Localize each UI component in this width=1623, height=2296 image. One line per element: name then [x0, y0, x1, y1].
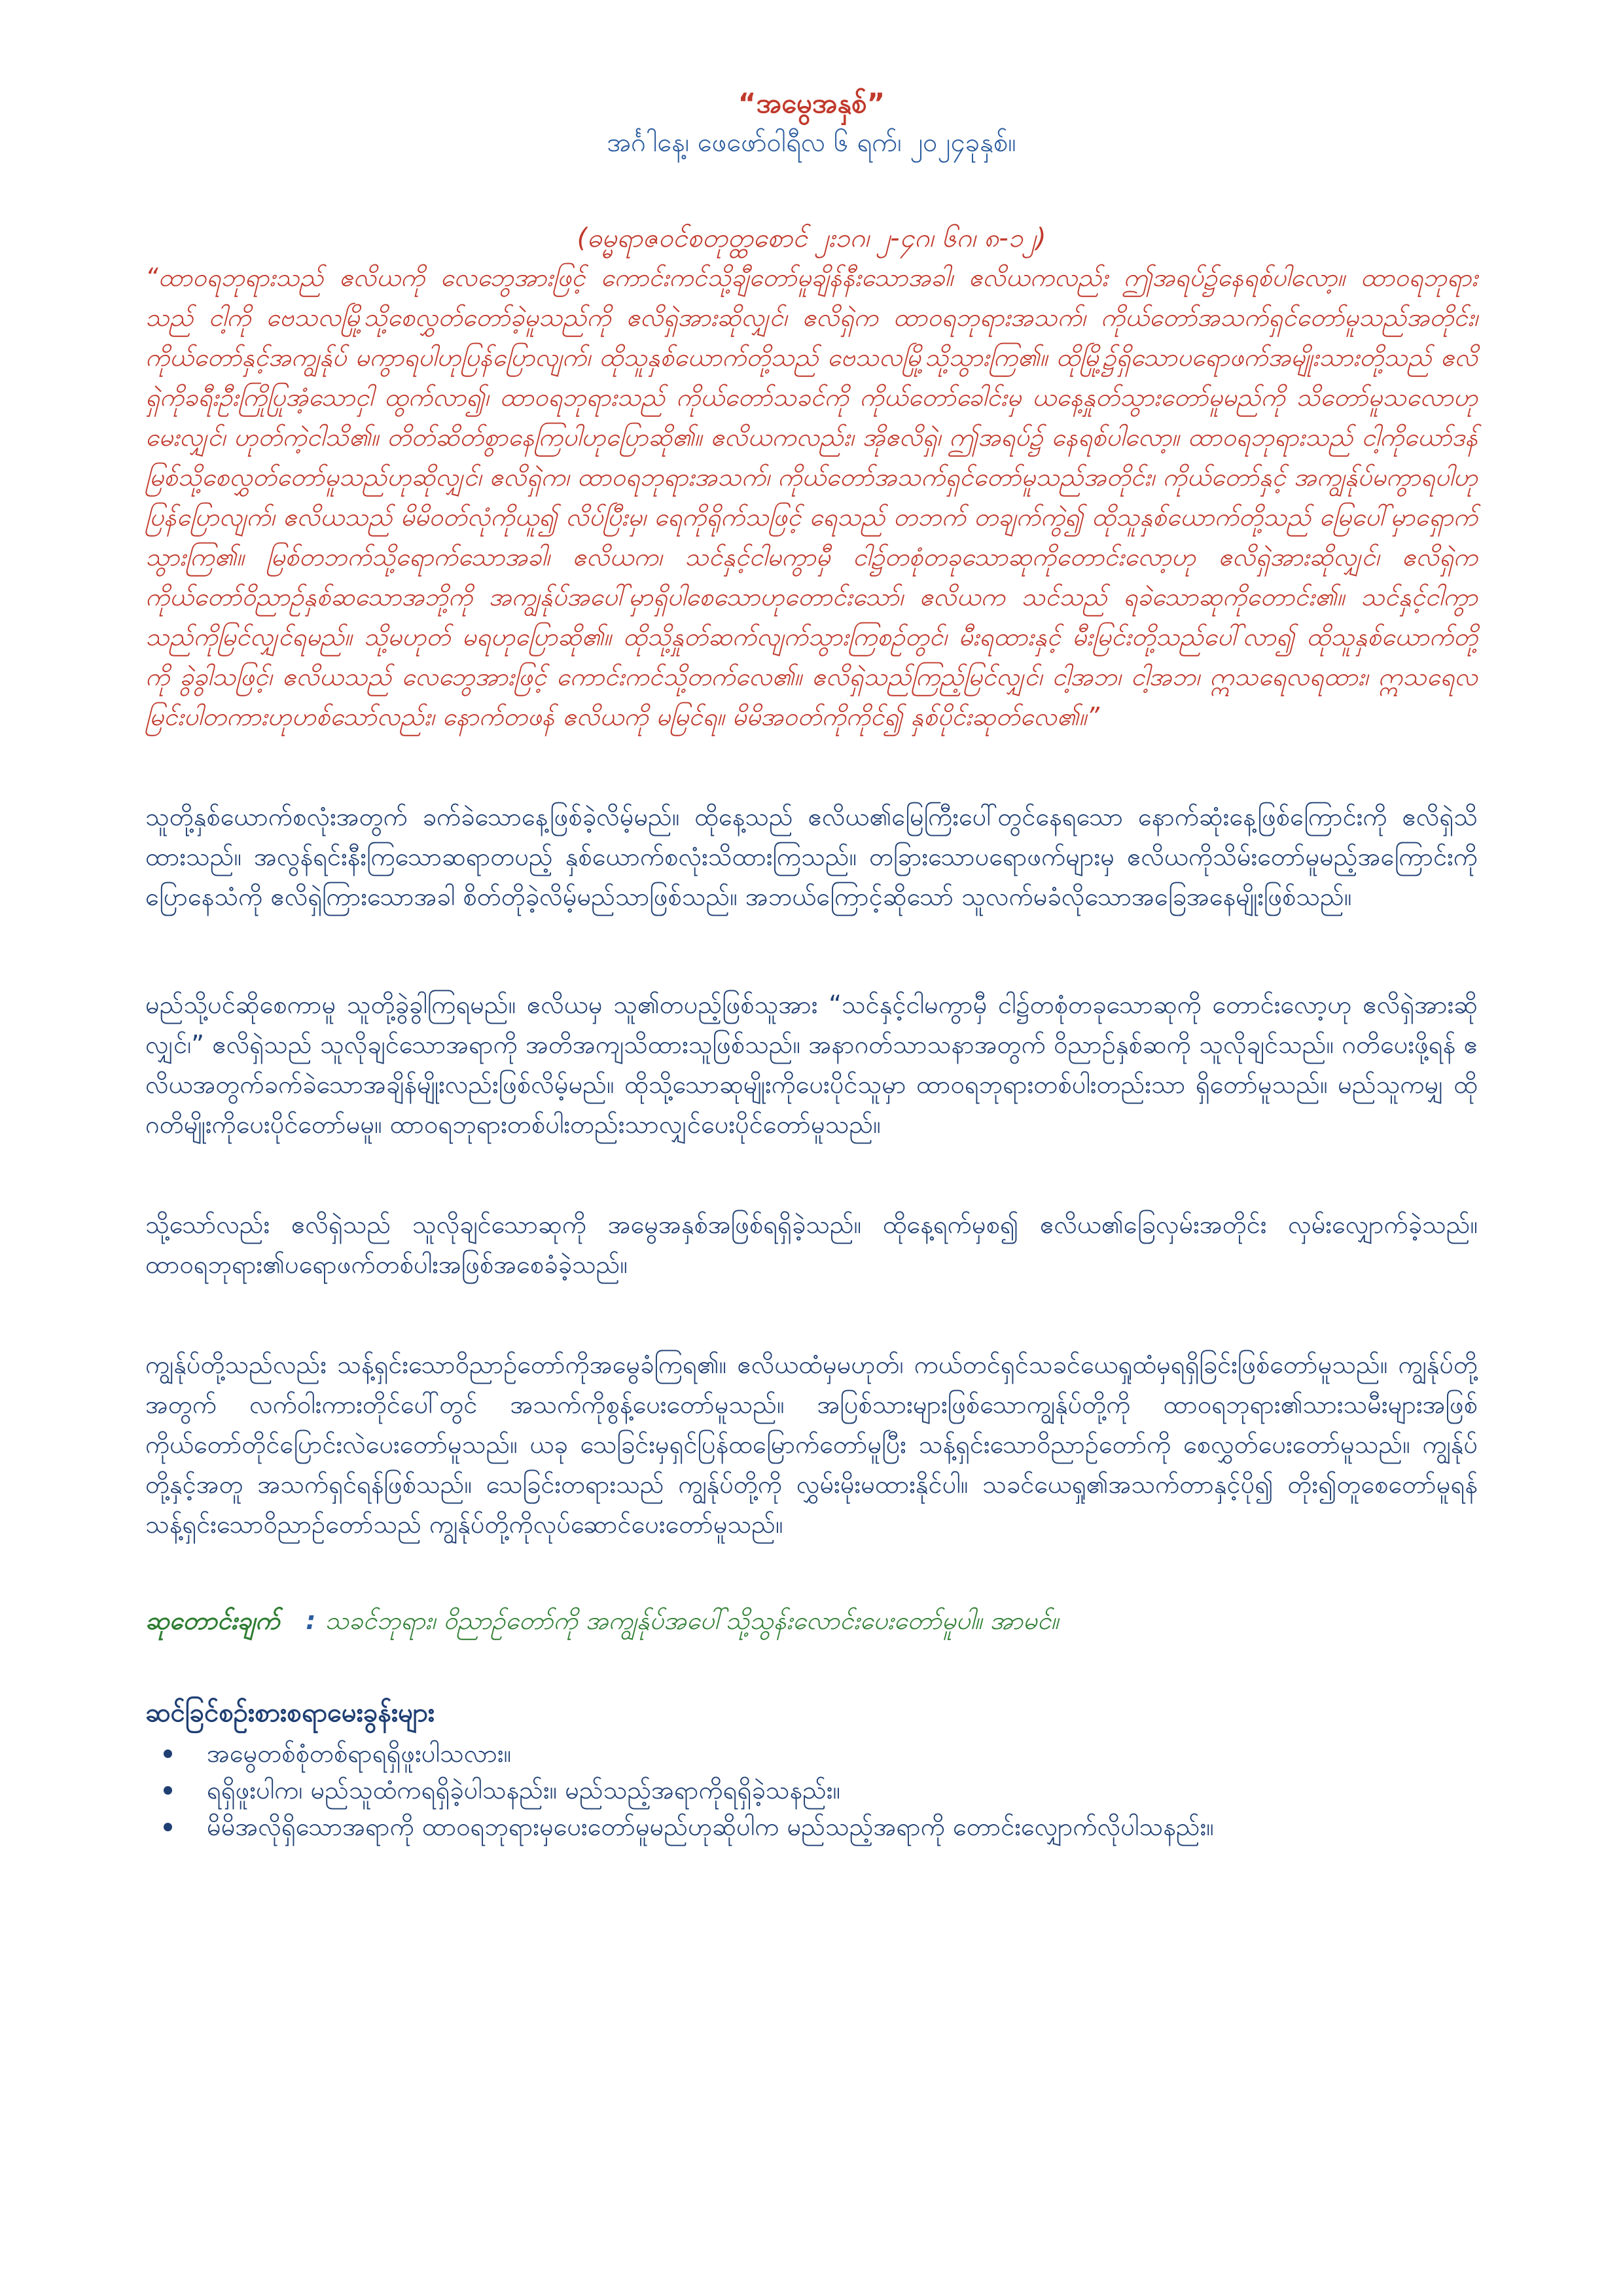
prayer-line: [145, 1601, 1478, 1641]
page-title: “အမွေအနှစ်”: [738, 87, 885, 119]
prayer-separator: :: [306, 1606, 316, 1635]
prayer-label: ဆုတောင်းချက်: [145, 1606, 280, 1635]
date-line: အင်္ဂါနေ့၊ ဖေဖော်ဝါရီလ ၆ ရက်၊ ၂၀၂၄ခုနှစ်။: [607, 128, 1016, 158]
body-paragraph-4: ကျွန်ုပ်တို့သည်လည်း သန့်ရှင်းသောဝိညာဉ်တော်ကိုအမွေခံကြရ၏။ ဧလိယထံမှမဟုတ်၊ ကယ်တင်ရှင်သခင်ယေရှုထံမှရရှိခြင်းဖြစ်တော်မူသည်။ ကျွန်ုပ်တို့အတွက် လက်ဝါးကားတိုင်ပေါ်တွင် အသက်ကိုစွန့်ပေးတော်မူသည်။ အပြစ်သားများဖြစ်သောကျွန်ုပ်တို့ကို ထာဝရဘုရား၏သားသမီးများအဖြစ် ကိုယ်တော်တိုင်ပြောင်းလဲပေးတော်မူသည်။ ယခု သေခြင်းမှရှင်ပြန်ထမြောက်တော်မူပြီး သန့်ရှင်းသောဝိညာဉ်တော်ကို စေလွှတ်ပေးတော်မူသည်။ ကျွန်ုပ်တို့နှင့်အတူ အသက်ရှင်ရန်ဖြစ်သည်။ သေခြင်းတရားသည် ကျွန်ုပ်တို့ကို လွှမ်းမိုးမထားနိုင်ပါ။ သခင်ယေရှု၏အသက်တာနှင့်ပို၍ တိုး၍တူစေတော်မူရန် သန့်ရှင်းသောဝိညာဉ်တော်သည် ကျွန်ုပ်တို့ကိုလုပ်ဆောင်ပေးတော်မူသည်။: [145, 1350, 1478, 1539]
body-paragraph-2: မည်သို့ပင်ဆိုစေကာမူ သူတို့ခွဲခွါကြရမည်။ ဧလိယမှ သူ၏တပည့်ဖြစ်သူအား “သင်နှင့်ငါမကွာမှီ ငါ၌တစုံတခုသောဆုကို တောင်းလော့ဟု ဧလိရှဲအားဆိုလျှင်၊” ဧလိရှဲသည် သူလိုချင်သောအရာကို အတိအကျသိထားသူဖြစ်သည်။ အနာဂတ်သာသနာအတွက် ဝိညာဉ်နှစ်ဆကို သူလိုချင်သည်။ ဂတိပေးဖို့ရန် ဧလိယအတွက်ခက်ခဲသောအချိန်မျိုးလည်းဖြစ်လိမ့်မည်။ ထိုသို့သောဆုမျိုးကိုပေးပိုင်သူမှာ ထာဝရဘုရားတစ်ပါးတည်းသာ ရှိတော်မူသည်။ မည်သူကမျှ ထိုဂတိမျိုးကိုပေးပိုင်တော်မမူ။ ထာဝရဘုရားတစ်ပါးတည်းသာလျှင်ပေးပိုင်တော်မူသည်။: [145, 990, 1478, 1139]
body-paragraph-1: သူတို့နှစ်ယောက်စလုံးအတွက် ခက်ခဲသောနေ့ဖြစ်ခဲ့လိမ့်မည်။ ထိုနေ့သည် ဧလိယ၏မြေကြီးပေါ်တွင်နေရသော နောက်ဆုံးနေ့ဖြစ်ကြောင်းကို ဧလိရှဲသိထားသည်။ အလွန်ရင်းနီးကြသောဆရာတပည့် နှစ်ယောက်စလုံးသိထားကြသည်။ တခြားသောပရောဖက်များမှ ဧလိယကိုသိမ်းတော်မူမည့်အကြောင်းကို ပြောနေသံကို ဧလိရှဲကြားသောအခါ စိတ်တိုခဲ့လိမ့်မည်သာဖြစ်သည်။ အဘယ်ကြောင့်ဆိုသော် သူလက်မခံလိုသောအခြေအနေမျိုးဖြစ်သည်။: [145, 802, 1478, 911]
reflection-questions-list: [145, 1735, 1478, 1845]
question-item: ရရှိဖူးပါက၊ မည်သူထံကရရှိခဲ့ပါသနည်း။ မည်သည့်အရာကိုရရှိခဲ့သနည်း။: [161, 1772, 1478, 1808]
question-item: အမွေတစ်စုံတစ်ရာရရှိဖူးပါသလား။: [161, 1735, 1478, 1772]
scripture-passage: “ထာဝရဘုရားသည် ဧလိယကို လေဘွေအားဖြင့် ကောင်းကင်သို့ချီတော်မူချိန်နီးသောအခါ၊ ဧလိယကလည်း ဤအရပ်၌နေရစ်ပါလော့။ ထာဝရဘုရားသည် ငါ့ကို ဗေသလမြို့သို့စေလွှတ်တော်ခဲ့မူသည်ကို ဧလိရှဲအားဆိုလျှင်၊ ဧလိရှဲက ထာဝရဘုရားအသက်၊ ကိုယ်တော်အသက်ရှင်တော်မူသည်အတိုင်း၊ ကိုယ်တော်နှင့်အကျွန်ုပ် မကွာရပါဟုပြန်ပြောလျက်၊ ထိုသူနှစ်ယောက်တို့သည် ဗေသလမြို့သို့သွားကြ၏။ ထိုမြို့၌ရှိသောပရောဖက်အမျိုးသားတို့သည် ဧလိရှဲကိုခရီးဦးကြိုပြုအံ့သောငှါ ထွက်လာ၍၊ ထာဝရဘုရားသည် ကိုယ်တော်သခင်ကို ကိုယ်တော်ခေါင်းမှ ယနေ့နှုတ်သွားတော်မူမည်ကို သိတော်မူသလောဟုမေးလျှင်၊ ဟုတ်ကဲ့ငါသိ၏။ တိတ်ဆိတ်စွာနေကြပါဟုပြောဆို၏။ ဧလိယကလည်း၊ အိုဧလိရှဲ၊ ဤအရပ်၌ နေရစ်ပါလော့။ ထာဝရဘုရားသည် ငါ့ကိုယော်ဒန်မြစ်သို့စေလွှတ်တော်မူသည်ဟုဆိုလျှင်၊ ဧလိရှဲက၊ ထာဝရဘုရားအသက်၊ ကိုယ်တော်အသက်ရှင်တော်မူသည်အတိုင်း၊ ကိုယ်တော်နှင့် အကျွန်ုပ်မကွာရပါဟုပြန်ပြောလျက်၊ ဧလိယသည် မိမိဝတ်လုံကိုယူ၍ လိပ်ပြီးမှ၊ ရေကိုရိုက်သဖြင့် ရေသည် တဘက် တချက်ကွဲ၍ ထိုသူနှစ်ယောက်တို့သည် မြေပေါ်မှာရှောက်သွားကြ၏။ မြစ်တဘက်သို့ရောက်သောအခါ၊ ဧလိယက၊ သင်နှင့်ငါမကွာမှီ ငါ၌တစုံတခုသောဆုကိုတောင်းလော့ဟု ဧလိရှဲအားဆိုလျှင်၊ ဧလိရှဲက ကိုယ်တော်ဝိညာဉ်နှစ်ဆသောအဘို့ကို အကျွန်ုပ်အပေါ်မှာရှိပါစေသောဟုတောင်းသော်၊ ဧလိယက သင်သည် ရခဲသောဆုကိုတောင်း၏။ သင်နှင့်ငါကွာသည်ကိုမြင်လျှင်ရမည်။ သို့မဟုတ် မရဟုပြောဆို၏။ ထိုသို့နှုတ်ဆက်လျက်သွားကြစဉ်တွင်၊ မီးရထားနှင့် မီးမြင်းတို့သည်ပေါ်လာ၍ ထိုသူနှစ်ယောက်တို့ကို ခွဲခွါသဖြင့်၊ ဧလိယသည် လေဘွေအားဖြင့် ကောင်းကင်သို့တက်လေ၏။ ဧလိရှဲသည်ကြည့်မြင်လျှင်၊ ငါ့အဘ၊ ငါ့အဘ၊ ဣသရေလရထား၊ ဣသရေလမြင်းပါတကားဟုဟစ်သော်လည်း၊ နောက်တဖန် ဧလိယကို မမြင်ရ။ မိမိအဝတ်ကိုကိုင်၍ နှစ်ပိုင်းဆုတ်လေ၏။”: [145, 263, 1478, 731]
question-item: မိမိအလိုရှိသောအရာကို ထာဝရဘုရားမှပေးတော်မူမည်ဟုဆိုပါက မည်သည့်အရာကို တောင်းလျှောက်လိုပါသနည်း။: [161, 1808, 1478, 1845]
reflection-questions-heading: ဆင်ခြင်စဥ်းစားစရာမေးခွန်းများ: [145, 1698, 435, 1728]
scripture-reference: (ဓမ္မရာဇဝင်စတုတ္ထစောင် ၂း၁ဂ၊ ၂-၄ဂ၊ ၆ဂ၊ ၈-၁၂): [577, 223, 1046, 253]
body-paragraph-3: သို့သော်လည်း ဧလိရှဲသည် သူလိုချင်သောဆုကို အမွေအနှစ်အဖြစ်ရရှိခဲ့သည်။ ထိုနေ့ရက်မှစ၍ ဧလိယ၏ခြေလှမ်းအတိုင်း လှမ်းလျှောက်ခဲ့သည်။ ထာဝရဘုရား၏ပရောဖက်တစ်ပါးအဖြစ်အစေခံခဲ့သည်။: [145, 1210, 1478, 1279]
prayer-text: သခင်ဘုရား၊ ဝိညာဉ်တော်ကို အကျွန်ုပ်အပေါ်သို့သွန်းလောင်းပေးတော်မူပါ။ အာမင်။: [325, 1606, 1059, 1635]
